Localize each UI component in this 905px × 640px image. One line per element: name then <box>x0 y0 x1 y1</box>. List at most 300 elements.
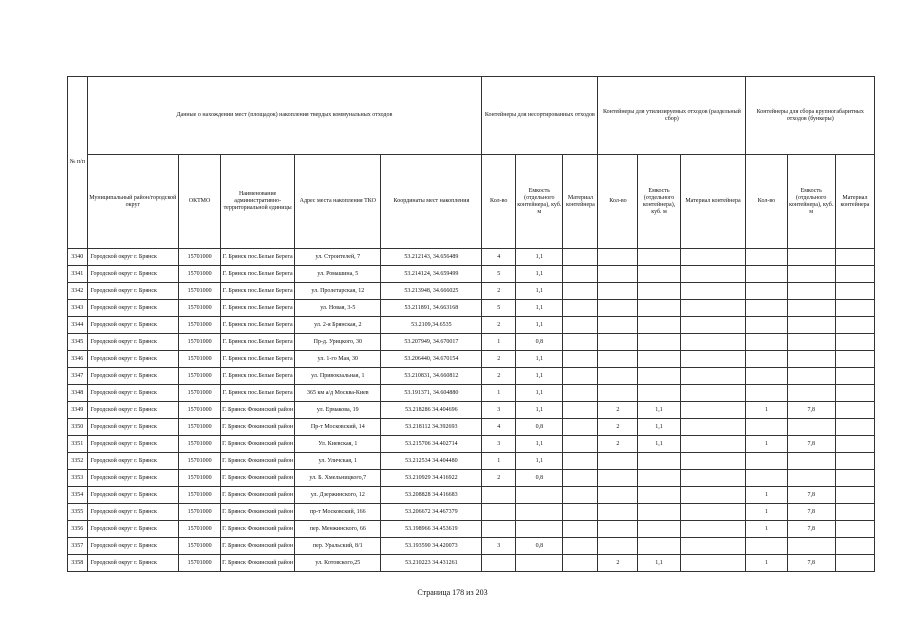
cell-unsorted-count: 2 <box>482 368 516 385</box>
cell-bulky-count: 1 <box>746 504 787 521</box>
cell-coords: 53.212143, 34.656489 <box>381 249 482 266</box>
cell-sorted-count <box>598 504 638 521</box>
cell-bulky-material <box>835 266 874 283</box>
cell-unsorted-capacity: 1,1 <box>516 283 563 300</box>
cell-bulky-capacity: 7,8 <box>787 521 835 538</box>
cell-sorted-capacity <box>638 266 680 283</box>
cell-bulky-count: 1 <box>746 436 787 453</box>
cell-bulky-capacity <box>787 300 835 317</box>
header-sorted-group: Контейнеры для утилизируемых отходов (раздельный сбор) <box>598 77 746 155</box>
cell-bulky-count: 1 <box>746 402 787 419</box>
cell-unsorted-count: 5 <box>482 300 516 317</box>
cell-oktmo: 15701000 <box>179 487 221 504</box>
cell-unsorted-count: 3 <box>482 436 516 453</box>
cell-admin-unit: Г. Брянск пос.Белые Берега <box>221 317 295 334</box>
cell-coords: 53.193590 34.420073 <box>381 538 482 555</box>
cell-unsorted-count: 2 <box>482 351 516 368</box>
cell-bulky-capacity <box>787 266 835 283</box>
table-row <box>68 317 875 334</box>
cell-address: ул. 2-я Брянская, 2 <box>295 317 381 334</box>
cell-unsorted-capacity: 1,1 <box>516 266 563 283</box>
cell-unsorted-capacity <box>516 555 563 572</box>
cell-number: 3347 <box>68 368 88 385</box>
cell-bulky-count <box>746 300 787 317</box>
cell-bulky-capacity <box>787 317 835 334</box>
header-row-groups <box>68 77 875 155</box>
table-row <box>68 249 875 266</box>
cell-coords: 53.215706 34.402714 <box>381 436 482 453</box>
cell-address: пер. Менжинского, 66 <box>295 521 381 538</box>
cell-sorted-material <box>680 266 746 283</box>
cell-district: Городской округ г. Брянск <box>87 266 178 283</box>
table-row <box>68 487 875 504</box>
cell-admin-unit: Г. Брянск Фокинский район <box>221 470 295 487</box>
cell-number: 3352 <box>68 453 88 470</box>
cell-oktmo: 15701000 <box>179 436 221 453</box>
cell-bulky-capacity <box>787 249 835 266</box>
cell-bulky-count <box>746 453 787 470</box>
cell-sorted-capacity <box>638 300 680 317</box>
cell-sorted-capacity: 1,1 <box>638 419 680 436</box>
cell-sorted-material <box>680 487 746 504</box>
header-row-columns <box>68 155 875 249</box>
cell-district: Городской округ г. Брянск <box>87 521 178 538</box>
cell-sorted-material <box>680 300 746 317</box>
cell-unsorted-material <box>563 368 598 385</box>
cell-unsorted-material <box>563 555 598 572</box>
cell-oktmo: 15701000 <box>179 317 221 334</box>
cell-bulky-count <box>746 249 787 266</box>
cell-sorted-material <box>680 470 746 487</box>
table-row <box>68 538 875 555</box>
cell-address: ул. Дзержинского, 12 <box>295 487 381 504</box>
cell-address: ул. Котовского,25 <box>295 555 381 572</box>
cell-unsorted-count: 3 <box>482 402 516 419</box>
cell-admin-unit: Г. Брянск пос.Белые Берега <box>221 368 295 385</box>
table-row <box>68 351 875 368</box>
cell-address: ул. 1-го Мая, 30 <box>295 351 381 368</box>
cell-sorted-capacity <box>638 470 680 487</box>
cell-admin-unit: Г. Брянск Фокинский район <box>221 521 295 538</box>
cell-bulky-count <box>746 351 787 368</box>
cell-sorted-count <box>598 351 638 368</box>
cell-unsorted-material <box>563 504 598 521</box>
cell-sorted-capacity: 1,1 <box>638 436 680 453</box>
cell-bulky-capacity: 7,8 <box>787 402 835 419</box>
cell-unsorted-material <box>563 419 598 436</box>
cell-bulky-material <box>835 334 874 351</box>
cell-bulky-count <box>746 334 787 351</box>
cell-address: ул. Б. Хмельницкого,7 <box>295 470 381 487</box>
cell-address: ул. Строителей, 7 <box>295 249 381 266</box>
cell-address: Ул. Киевская, 1 <box>295 436 381 453</box>
cell-admin-unit: Г. Брянск пос.Белые Берега <box>221 283 295 300</box>
cell-unsorted-material <box>563 249 598 266</box>
cell-unsorted-capacity <box>516 504 563 521</box>
cell-sorted-capacity <box>638 453 680 470</box>
waste-sites-table <box>67 76 875 572</box>
cell-bulky-count: 1 <box>746 487 787 504</box>
cell-bulky-count <box>746 419 787 436</box>
cell-coords: 53.210929 34.416922 <box>381 470 482 487</box>
cell-coords: 53.2109,34.6535 <box>381 317 482 334</box>
cell-bulky-count <box>746 317 787 334</box>
cell-unsorted-capacity: 1,1 <box>516 300 563 317</box>
cell-unsorted-capacity: 0,8 <box>516 419 563 436</box>
cell-sorted-count <box>598 368 638 385</box>
cell-unsorted-material <box>563 283 598 300</box>
header-admin-unit: Наименование административно-территориальной единицы <box>221 155 295 249</box>
cell-unsorted-material <box>563 538 598 555</box>
cell-sorted-material <box>680 334 746 351</box>
cell-sorted-count <box>598 521 638 538</box>
cell-sorted-material <box>680 317 746 334</box>
header-district: Муниципальный район/городской округ <box>87 155 178 249</box>
cell-district: Городской округ г. Брянск <box>87 555 178 572</box>
table-row <box>68 385 875 402</box>
cell-sorted-count <box>598 300 638 317</box>
cell-oktmo: 15701000 <box>179 555 221 572</box>
table-row <box>68 300 875 317</box>
cell-unsorted-material <box>563 300 598 317</box>
cell-bulky-count: 1 <box>746 555 787 572</box>
cell-bulky-material <box>835 283 874 300</box>
cell-sorted-material <box>680 504 746 521</box>
cell-admin-unit: Г. Брянск пос.Белые Берега <box>221 351 295 368</box>
cell-oktmo: 15701000 <box>179 538 221 555</box>
cell-sorted-capacity: 1,1 <box>638 555 680 572</box>
cell-district: Городской округ г. Брянск <box>87 351 178 368</box>
cell-admin-unit: Г. Брянск пос.Белые Берега <box>221 385 295 402</box>
cell-number: 3354 <box>68 487 88 504</box>
cell-sorted-capacity <box>638 283 680 300</box>
cell-number: 3358 <box>68 555 88 572</box>
cell-number: 3341 <box>68 266 88 283</box>
cell-oktmo: 15701000 <box>179 283 221 300</box>
cell-unsorted-count <box>482 555 516 572</box>
table-body <box>68 249 875 572</box>
cell-sorted-count: 2 <box>598 555 638 572</box>
cell-sorted-count <box>598 334 638 351</box>
table-row <box>68 504 875 521</box>
cell-sorted-count <box>598 317 638 334</box>
cell-bulky-material <box>835 249 874 266</box>
cell-sorted-capacity <box>638 317 680 334</box>
cell-coords: 53.206672 34.467379 <box>381 504 482 521</box>
cell-address: ул. Уличская, 1 <box>295 453 381 470</box>
cell-unsorted-material <box>563 453 598 470</box>
cell-unsorted-capacity: 1,1 <box>516 249 563 266</box>
cell-oktmo: 15701000 <box>179 334 221 351</box>
cell-sorted-capacity <box>638 249 680 266</box>
cell-unsorted-capacity: 1,1 <box>516 351 563 368</box>
cell-district: Городской округ г. Брянск <box>87 453 178 470</box>
table-row <box>68 368 875 385</box>
cell-bulky-count <box>746 283 787 300</box>
cell-bulky-count: 1 <box>746 521 787 538</box>
header-unsorted-capacity: Емкость (отдельного контейнера), куб. м <box>516 155 563 249</box>
header-coords: Координаты мест накопления <box>381 155 482 249</box>
cell-coords: 53.210831, 34.660812 <box>381 368 482 385</box>
cell-coords: 53.207949, 34.670017 <box>381 334 482 351</box>
cell-oktmo: 15701000 <box>179 249 221 266</box>
cell-bulky-material <box>835 402 874 419</box>
cell-unsorted-count <box>482 521 516 538</box>
cell-bulky-capacity <box>787 368 835 385</box>
cell-sorted-material <box>680 249 746 266</box>
cell-sorted-capacity <box>638 521 680 538</box>
cell-unsorted-material <box>563 351 598 368</box>
table-row <box>68 470 875 487</box>
cell-number: 3349 <box>68 402 88 419</box>
cell-unsorted-capacity <box>516 521 563 538</box>
cell-address: ул. Ермакова, 19 <box>295 402 381 419</box>
cell-unsorted-count: 4 <box>482 249 516 266</box>
cell-bulky-capacity <box>787 385 835 402</box>
cell-sorted-material <box>680 436 746 453</box>
cell-bulky-material <box>835 521 874 538</box>
cell-admin-unit: Г. Брянск пос.Белые Берега <box>221 300 295 317</box>
header-oktmo: ОКТМО <box>179 155 221 249</box>
cell-number: 3346 <box>68 351 88 368</box>
cell-unsorted-count: 2 <box>482 470 516 487</box>
header-bulky-material: Материал контейнера <box>835 155 874 249</box>
cell-admin-unit: Г. Брянск пос.Белые Берега <box>221 334 295 351</box>
cell-coords: 53.206440, 34.670154 <box>381 351 482 368</box>
cell-unsorted-capacity <box>516 487 563 504</box>
cell-unsorted-count: 1 <box>482 385 516 402</box>
table-row <box>68 402 875 419</box>
cell-sorted-material <box>680 521 746 538</box>
cell-number: 3340 <box>68 249 88 266</box>
cell-oktmo: 15701000 <box>179 470 221 487</box>
cell-unsorted-capacity: 1,1 <box>516 317 563 334</box>
cell-bulky-count <box>746 470 787 487</box>
cell-address: пр-т Московский, 166 <box>295 504 381 521</box>
table-row <box>68 283 875 300</box>
cell-oktmo: 15701000 <box>179 266 221 283</box>
cell-bulky-material <box>835 538 874 555</box>
cell-bulky-capacity <box>787 334 835 351</box>
cell-address: 365 км а/д Москва-Киев <box>295 385 381 402</box>
cell-admin-unit: Г. Брянск Фокинский район <box>221 402 295 419</box>
cell-sorted-material <box>680 538 746 555</box>
cell-unsorted-material <box>563 470 598 487</box>
cell-coords: 53.198966 34.453619 <box>381 521 482 538</box>
cell-unsorted-count: 5 <box>482 266 516 283</box>
cell-district: Городской округ г. Брянск <box>87 368 178 385</box>
table-row <box>68 555 875 572</box>
table-row <box>68 436 875 453</box>
header-row-number: № п/п <box>68 77 88 249</box>
cell-bulky-material <box>835 470 874 487</box>
cell-number: 3342 <box>68 283 88 300</box>
cell-address: ул. Пролетарская, 12 <box>295 283 381 300</box>
cell-bulky-capacity <box>787 351 835 368</box>
cell-admin-unit: Г. Брянск Фокинский район <box>221 504 295 521</box>
header-bulky-group: Контейнеры для сбора крупногабаритных отходов (бункеры) <box>746 77 875 155</box>
cell-sorted-capacity <box>638 334 680 351</box>
cell-unsorted-material <box>563 334 598 351</box>
cell-coords: 53.212534 34.404480 <box>381 453 482 470</box>
cell-oktmo: 15701000 <box>179 402 221 419</box>
cell-unsorted-material <box>563 436 598 453</box>
header-bulky-count: Кол-во <box>746 155 787 249</box>
cell-oktmo: 15701000 <box>179 419 221 436</box>
cell-district: Городской округ г. Брянск <box>87 402 178 419</box>
cell-number: 3345 <box>68 334 88 351</box>
cell-district: Городской округ г. Брянск <box>87 419 178 436</box>
cell-oktmo: 15701000 <box>179 385 221 402</box>
cell-sorted-count <box>598 249 638 266</box>
cell-bulky-material <box>835 385 874 402</box>
cell-address: ул. Ромашина, 5 <box>295 266 381 283</box>
cell-bulky-material <box>835 351 874 368</box>
cell-sorted-material <box>680 283 746 300</box>
header-unsorted-group: Контейнеры для несортированных отходов <box>482 77 598 155</box>
cell-number: 3348 <box>68 385 88 402</box>
cell-sorted-capacity <box>638 351 680 368</box>
cell-unsorted-count: 2 <box>482 317 516 334</box>
cell-district: Городской округ г. Брянск <box>87 436 178 453</box>
cell-oktmo: 15701000 <box>179 453 221 470</box>
cell-sorted-material <box>680 351 746 368</box>
cell-sorted-material <box>680 385 746 402</box>
cell-bulky-capacity <box>787 419 835 436</box>
cell-unsorted-count: 1 <box>482 453 516 470</box>
cell-bulky-capacity <box>787 453 835 470</box>
cell-bulky-material <box>835 504 874 521</box>
cell-coords: 53.211891, 34.663168 <box>381 300 482 317</box>
cell-unsorted-capacity: 1,1 <box>516 368 563 385</box>
cell-unsorted-capacity: 0,8 <box>516 538 563 555</box>
cell-coords: 53.208828 34.416683 <box>381 487 482 504</box>
cell-sorted-count <box>598 385 638 402</box>
cell-unsorted-capacity: 1,1 <box>516 436 563 453</box>
cell-sorted-count <box>598 487 638 504</box>
cell-bulky-material <box>835 300 874 317</box>
cell-district: Городской округ г. Брянск <box>87 470 178 487</box>
cell-address: ул. Привокзальная, 1 <box>295 368 381 385</box>
cell-bulky-count <box>746 538 787 555</box>
cell-address: пер. Уральский, 8/1 <box>295 538 381 555</box>
cell-bulky-material <box>835 368 874 385</box>
cell-sorted-count <box>598 266 638 283</box>
cell-bulky-capacity <box>787 283 835 300</box>
cell-address: Пр-д. Урицкого, 30 <box>295 334 381 351</box>
cell-bulky-count <box>746 266 787 283</box>
cell-unsorted-material <box>563 385 598 402</box>
cell-bulky-capacity <box>787 538 835 555</box>
cell-sorted-material <box>680 419 746 436</box>
cell-sorted-capacity <box>638 487 680 504</box>
table-row <box>68 334 875 351</box>
cell-coords: 53.214124, 34.659499 <box>381 266 482 283</box>
table-row <box>68 419 875 436</box>
cell-number: 3350 <box>68 419 88 436</box>
cell-bulky-capacity: 7,8 <box>787 504 835 521</box>
cell-district: Городской округ г. Брянск <box>87 317 178 334</box>
cell-bulky-material <box>835 317 874 334</box>
cell-number: 3344 <box>68 317 88 334</box>
cell-unsorted-count: 4 <box>482 419 516 436</box>
cell-admin-unit: Г. Брянск Фокинский район <box>221 538 295 555</box>
cell-sorted-capacity <box>638 368 680 385</box>
cell-unsorted-count: 1 <box>482 334 516 351</box>
cell-unsorted-material <box>563 317 598 334</box>
cell-bulky-material <box>835 555 874 572</box>
cell-bulky-material <box>835 453 874 470</box>
header-location-group: Данные о нахождении мест (площадок) накопления твердых коммунальных отходов <box>87 77 482 155</box>
cell-district: Городской округ г. Брянск <box>87 538 178 555</box>
cell-district: Городской округ г. Брянск <box>87 504 178 521</box>
cell-unsorted-count <box>482 504 516 521</box>
cell-unsorted-count: 3 <box>482 538 516 555</box>
cell-unsorted-capacity: 1,1 <box>516 402 563 419</box>
cell-bulky-capacity: 7,8 <box>787 555 835 572</box>
table-row <box>68 266 875 283</box>
cell-admin-unit: Г. Брянск Фокинский район <box>221 453 295 470</box>
cell-unsorted-capacity: 1,1 <box>516 385 563 402</box>
cell-district: Городской округ г. Брянск <box>87 249 178 266</box>
cell-district: Городской округ г. Брянск <box>87 385 178 402</box>
cell-admin-unit: Г. Брянск Фокинский район <box>221 487 295 504</box>
header-address: Адрес места накопления ТКО <box>295 155 381 249</box>
cell-number: 3351 <box>68 436 88 453</box>
cell-bulky-material <box>835 436 874 453</box>
cell-number: 3353 <box>68 470 88 487</box>
cell-district: Городской округ г. Брянск <box>87 300 178 317</box>
cell-coords: 53.213948, 34.666025 <box>381 283 482 300</box>
cell-bulky-material <box>835 419 874 436</box>
cell-sorted-count <box>598 538 638 555</box>
header-sorted-material: Материал контейнера <box>680 155 746 249</box>
cell-oktmo: 15701000 <box>179 351 221 368</box>
cell-oktmo: 15701000 <box>179 300 221 317</box>
cell-district: Городской округ г. Брянск <box>87 334 178 351</box>
cell-unsorted-material <box>563 266 598 283</box>
cell-oktmo: 15701000 <box>179 521 221 538</box>
cell-sorted-material <box>680 555 746 572</box>
header-bulky-capacity: Емкость (отдельного контейнера), куб. м <box>787 155 835 249</box>
cell-sorted-material <box>680 402 746 419</box>
cell-sorted-count <box>598 470 638 487</box>
cell-sorted-count: 2 <box>598 402 638 419</box>
cell-coords: 53.210223 34.431261 <box>381 555 482 572</box>
header-sorted-count: Кол-во <box>598 155 638 249</box>
cell-unsorted-material <box>563 402 598 419</box>
cell-bulky-capacity: 7,8 <box>787 436 835 453</box>
cell-sorted-count: 2 <box>598 419 638 436</box>
cell-unsorted-material <box>563 487 598 504</box>
cell-bulky-capacity <box>787 470 835 487</box>
cell-admin-unit: Г. Брянск Фокинский район <box>221 436 295 453</box>
cell-bulky-count <box>746 385 787 402</box>
cell-address: ул. Новая, 3-5 <box>295 300 381 317</box>
cell-unsorted-count: 2 <box>482 283 516 300</box>
cell-unsorted-capacity: 0,8 <box>516 334 563 351</box>
header-unsorted-count: Кол-во <box>482 155 516 249</box>
cell-coords: 53.218112 34.392693 <box>381 419 482 436</box>
table-row <box>68 521 875 538</box>
cell-unsorted-material <box>563 521 598 538</box>
cell-bulky-capacity: 7,8 <box>787 487 835 504</box>
cell-number: 3355 <box>68 504 88 521</box>
cell-admin-unit: Г. Брянск пос.Белые Берега <box>221 249 295 266</box>
cell-sorted-count <box>598 453 638 470</box>
cell-number: 3343 <box>68 300 88 317</box>
cell-admin-unit: Г. Брянск пос.Белые Берега <box>221 266 295 283</box>
